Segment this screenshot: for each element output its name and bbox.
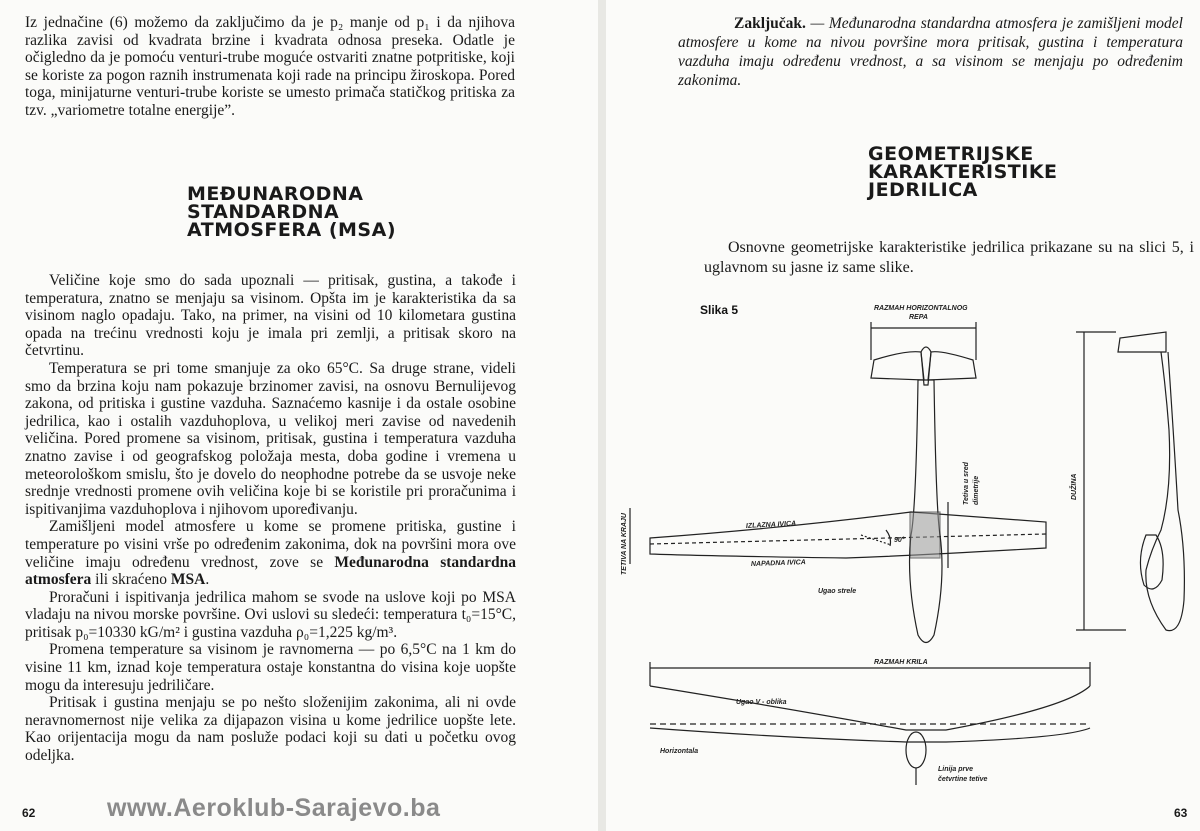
label-angle: 90°: [894, 537, 905, 544]
side-canopy: [1140, 535, 1163, 589]
label-mean-chord-2: dimetrije: [973, 475, 980, 505]
book-gutter: [598, 0, 606, 831]
left-horizontal-tail: [871, 352, 924, 380]
paragraph-1: Veličine koje smo do sada upoznali — pritisak, gustina, a takođe i temperatura, znatno se menjaju sa visinom. Opšta im je karakteristika da sa visinom naglo opadaju. Tako, na primer, na visini od 10 kilometara gustina opada na trećinu vrednosti koju je imala pri zemlji, a pritisak skoro na četvrtinu.: [25, 272, 516, 360]
label-tip-chord: TETIVA NA KRAJU: [621, 513, 628, 575]
msa-def-text-2: ili skraćeno: [91, 571, 171, 589]
quarter-chord-line-top: [650, 534, 1046, 544]
mean-chord-hatch: [910, 512, 940, 558]
front-fuselage: [906, 732, 926, 768]
paragraph-4: Proračuni i ispitivanja jedrilica mahom se svode na uslove koji po MSA vladaju na nivou morske površine. Ovi uslovi su sledeći: temperatura t₀=15°C, pritisak p₀=10330 kG/m² i gustina vazduha ρ₀=1,225 kg/m³.: [25, 588, 516, 641]
geometry-heading-line-2: KARAKTERISTIKE: [868, 161, 1058, 183]
geometry-paragraph: [704, 238, 1194, 278]
label-sweep-angle: Ugao strele: [818, 588, 857, 595]
geometry-heading: [868, 145, 1148, 199]
msa-heading-line-1: MEĐUNARODNA: [187, 183, 364, 205]
front-view-glider: [650, 662, 1090, 785]
msa-def-bold-1: Međunarodna standardna atmosfera: [25, 553, 516, 589]
geometry-heading-line-3: JEDRILICA: [868, 179, 978, 201]
conclusion-paragraph: [678, 14, 1183, 90]
paragraph-2: Temperatura se pri tome smanjuje za oko 65°C. Sa druge strane, videli smo da brzina koju nam pokazuje brzinomer zavisi, na osnovu Bernulijevog zakona, od pritiska i gustine vazduha. Saznaćemo kasnije i da ostale osobine jedrilica, kao i ostalih vazduhoplova, u velikoj meri zavise od navedenih veličina. Pored promene sa visinom, pritisak, gustina i temperatura vazduha znatno zavise i od geografskog položaja mesta, doba godine i vremena u meteorološkom smislu, što je dovelo do neophodne potrebe da se usvoje neke srednje vrednosti promene ovih veličina koje bi se koristile pri proračunima i ispitivanjima vazduhoplova i njihovom upoređivanju.: [25, 359, 516, 518]
msa-def-text-3: .: [205, 571, 210, 589]
side-view-glider: [1076, 332, 1184, 631]
sweep-angle-line: [861, 535, 891, 545]
page-number-right: 63: [1174, 806, 1188, 820]
side-tail-fin: [1118, 332, 1166, 352]
paragraph-5: Promena temperature sa visinom je ravnomerna — po 6,5°C na 1 km do visine 11 km, iznad koje temperatura ostaje konstantna do visina koje uopšte mogu da interesuju jedriličare.: [25, 641, 516, 694]
label-leading-edge: NAPADNA IVICA: [750, 559, 806, 568]
paragraph-3: [25, 518, 516, 588]
label-quarter-chord: Linija prve: [938, 766, 974, 773]
geometry-text: Osnovne geometrijske karakteristike jedrilica prikazane su na slici 5, i uglavnom su jasne iz same slike.: [704, 239, 1194, 276]
label-horizontal: Horizontala: [660, 748, 699, 755]
conclusion-label: Zaključak.: [734, 15, 806, 32]
figure-5: [606, 290, 1200, 810]
fuselage-outline: [910, 380, 942, 643]
label-tail-span-2: REPA: [909, 314, 928, 321]
msa-heading-line-2: STANDARDNA: [187, 201, 340, 223]
intro-text: Iz jednačine (6) možemo da zaključimo da je p₂ manje od p₁ i da njihova razlika zavisi od kvadrata brzine i kvadrata odnosa preseka. Odatle je očigledno da je pomoću venturi-trube moguće ostvariti znatne potpritiske, koji se koriste za pogon raznih instrumenata koji rade na principu žiroskopa. Pored toga, minijaturne venturi-trube koriste se umesto primača statičkog pritiska za tzv. „variometre totalne energije”.: [25, 14, 515, 119]
website-watermark: www.Aeroklub-Sarajevo.ba: [107, 794, 441, 822]
msa-def-bold-2: MSA: [170, 571, 206, 589]
conclusion-text: — Međunarodna standardna atmosfera je zamišljeni model atmosfere u kome na nivou površine mora pritisak, gustina i temperatura vazduha imaju određenu vrednost, a sa visinom se menjaju po određenim zakonima.: [678, 15, 1183, 89]
label-mean-chord: Tetiva u sred: [963, 462, 970, 505]
msa-def-text-1: Zamišljeni model atmosfere u kome se promene pritiska, gustine i temperature po visini vrše po određenim zakonima, dok na površini mora ove veličine imaju određenu vrednost, zove se: [25, 518, 516, 571]
right-page: [606, 0, 1200, 831]
left-page: [0, 0, 598, 831]
vertical-fin: [921, 347, 931, 385]
label-length: DUŽINA: [1071, 473, 1078, 500]
msa-heading-line-3: ATMOSFERA (MSA): [187, 219, 397, 241]
geometry-heading-line-1: GEOMETRIJSKE: [868, 143, 1034, 165]
msa-heading: [187, 185, 447, 239]
intro-paragraph: [25, 14, 515, 120]
paragraph-6: Pritisak i gustina menjaju se po nešto složenijim zakonima, ali ni ovde neravnomernost nije velika za dijapazon visina u kome jedrilice uopšte lete. Kao orijentacija mogu da nam posluže podaci koji su dati u početku ovog odeljka.: [25, 694, 516, 765]
page-number-left: 62: [22, 806, 36, 820]
right-horizontal-tail: [928, 352, 976, 380]
label-tail-span: RAZMAH HORIZONTALNOG: [874, 305, 968, 312]
label-quarter-chord-2: četvrtine tetive: [938, 776, 988, 783]
label-wingspan: RAZMAH KRILA: [874, 659, 928, 666]
label-dihedral: Ugao V - oblika: [736, 699, 787, 706]
label-trailing-edge: IZLAZNA IVICA: [745, 520, 797, 530]
msa-body: [25, 272, 516, 765]
figure-title: Slika 5: [700, 303, 739, 317]
front-wing-lower: [650, 728, 1090, 742]
